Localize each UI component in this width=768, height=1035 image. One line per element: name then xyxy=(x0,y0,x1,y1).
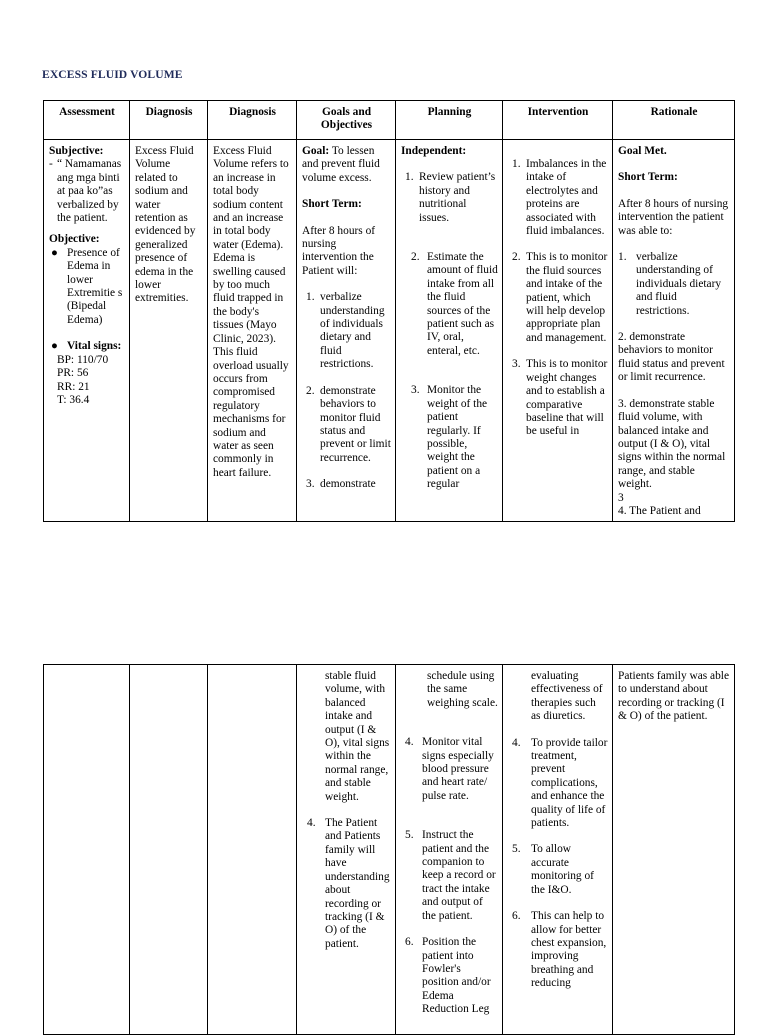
cell-rationale xyxy=(613,140,735,522)
subjective-text: “ Namamanas ang mga binti at paa ko”as verbalized by the patient. xyxy=(57,158,122,225)
cell-planning xyxy=(396,140,503,522)
intervention-list xyxy=(508,158,608,439)
goals-continued-text: stable fluid volume, with balanced intake and output (I & O), vital signs within the normal range, and stable weight. xyxy=(325,670,390,803)
cell-diagnosis-2-cont xyxy=(208,665,297,1035)
list-item: 3. Monitor the weight of the patient regularly. If possible, weight the patient on a regular xyxy=(411,384,488,491)
cell-goals-cont xyxy=(297,665,396,1035)
list-item: 3. This is to monitor weight changes and to establish a comparative baseline that will be useful in xyxy=(512,358,608,438)
objective-text: Presence of Edema in lower Extremitie s (Bipedal Edema) xyxy=(67,246,123,326)
short-term-text: After 8 hours of nursing intervention the Patient will: xyxy=(302,224,376,277)
vital-signs-label: Vital signs: xyxy=(67,340,122,353)
cell-diagnosis-2 xyxy=(208,140,297,522)
bullet-icon: ● xyxy=(51,340,58,353)
list-item: 2. Estimate the amount of fluid intake from all the fluid sources of the patient such as IV, oral, enteral, etc. xyxy=(411,251,498,357)
care-plan-table-page-1 xyxy=(43,100,735,522)
vital-temp: T: 36.4 xyxy=(57,393,90,406)
cell-diagnosis-1 xyxy=(130,140,208,522)
page-number-text: 3 xyxy=(618,491,624,504)
goal-objectives-list-cont xyxy=(302,817,391,951)
rationale-item-3: 3. demonstrate stable fluid volume, with balanced intake and output (I & O), vital signs within the normal range, and stable weight. xyxy=(618,397,726,491)
objective-bullet xyxy=(49,247,125,327)
subjective-label: Subjective: xyxy=(49,145,104,157)
list-item: 3. demonstrate xyxy=(306,478,376,491)
header-diagnosis-1: Diagnosis xyxy=(130,101,208,140)
planning-list xyxy=(401,171,498,491)
rationale-item-2: 2. demonstrate behaviors to monitor fluid status and prevent or limit recurrence. xyxy=(618,331,725,384)
vital-bp: BP: 110/70 xyxy=(57,353,109,366)
list-item: 1. Imbalances in the intake of electrolytes and proteins are associated with fluid imbalances. xyxy=(512,158,607,238)
list-item: 1. verbalize understanding of individuals dietary and fluid restrictions. xyxy=(306,291,385,371)
header-goals-objectives: Goals and Objectives xyxy=(297,101,396,140)
objective-label: Objective: xyxy=(49,233,100,246)
goal-objectives-list xyxy=(302,291,391,491)
dash-marker: - xyxy=(49,158,53,171)
cell-intervention xyxy=(503,140,613,522)
short-term-label: Short Term: xyxy=(618,171,678,184)
cell-assessment-cont xyxy=(44,665,130,1035)
list-item: 4. To provide tailor treatment, prevent complications, and enhance the quality of life of patients. xyxy=(512,736,608,830)
list-item: 1. Review patient’s history and nutritional issues. xyxy=(405,171,496,224)
cell-intervention-cont xyxy=(503,665,613,1035)
list-item: 4. The Patient and Patients family will have understanding about recording or tracking (I & O) of the patient. xyxy=(307,817,390,950)
goal-label: Goal: xyxy=(302,145,330,157)
table-header-row xyxy=(44,101,735,140)
short-term-label: Short Term: xyxy=(302,198,362,211)
list-item: 5. To allow accurate monitoring of the I&O. xyxy=(512,843,594,896)
cell-planning-cont xyxy=(396,665,503,1035)
rationale-continued-text: Patients family was able to understand about recording or tracking (I & O) of the patient. xyxy=(618,670,730,723)
list-item: 2. This is to monitor the fluid sources and intake of the patient, which will help develop appropriate plan and management. xyxy=(512,251,608,344)
list-item: 6. This can help to allow for better chest expansion, improving breathing and reducing xyxy=(512,910,607,990)
bullet-icon: ● xyxy=(51,246,58,259)
goal-statement xyxy=(302,145,391,185)
rationale-item-4: 4. The Patient and xyxy=(618,504,701,517)
list-item: 1. verbalize understanding of individuals dietary and fluid restrictions. xyxy=(618,251,722,317)
header-rationale: Rationale xyxy=(613,101,735,140)
subjective-statement xyxy=(49,158,125,225)
goal-text: To lessen and prevent fluid volume excess. xyxy=(302,145,380,184)
care-plan-table-page-2 xyxy=(43,664,735,1035)
vital-signs-list xyxy=(49,354,125,408)
header-diagnosis-2: Diagnosis xyxy=(208,101,297,140)
diagnosis-definition: Excess Fluid Volume refers to an increase in total body sodium content and an increase in total body water (Edema). Edema is swelling caused by too much fluid trapped in the body's tissues (Mayo Clinic, 2023). This fluid overload usually occurs from compromised regulatory mechanisms for sodium and water as seen commonly in heart failure. xyxy=(213,145,289,479)
document-title: EXCESS FLUID VOLUME xyxy=(42,68,183,81)
header-assessment: Assessment xyxy=(44,101,130,140)
short-term-text: After 8 hours of nursing intervention the patient was able to: xyxy=(618,197,729,237)
list-item: 6. Position the patient into Fowler's position and/or Edema Reduction Leg xyxy=(405,936,491,1016)
goal-met-label: Goal Met. xyxy=(618,145,667,157)
vital-rr: RR: 21 xyxy=(57,380,90,393)
vital-pr: PR: 56 xyxy=(57,367,89,380)
cell-diagnosis-1-cont xyxy=(130,665,208,1035)
header-intervention: Intervention xyxy=(503,101,613,140)
independent-label: Independent: xyxy=(401,145,467,157)
list-item: 5. Instruct the patient and the companion to keep a record or tract the intake and output of the patient. xyxy=(405,829,496,922)
diagnosis-statement: Excess Fluid Volume related to sodium and water retention as evidenced by generalized presence of edema in the lower extremities. xyxy=(135,145,196,305)
header-planning: Planning xyxy=(396,101,503,140)
planning-continued-text: schedule using the same weighing scale. xyxy=(427,670,498,709)
planning-list-cont xyxy=(401,736,498,1016)
cell-assessment xyxy=(44,140,130,522)
list-item: 2. demonstrate behaviors to monitor fluid status and prevent or limit recurrence. xyxy=(306,384,391,464)
cell-rationale-cont xyxy=(613,665,735,1035)
rationale-list xyxy=(618,251,730,318)
table-body-row xyxy=(44,140,735,522)
table-body-row xyxy=(44,665,735,1035)
intervention-continued-text: evaluating effectiveness of therapies such as diuretics. xyxy=(531,670,603,723)
list-item: 4. Monitor vital signs especially blood pressure and heart rate/ pulse rate. xyxy=(405,736,494,802)
cell-goals xyxy=(297,140,396,522)
vital-signs-bullet xyxy=(49,340,125,353)
intervention-list-cont xyxy=(508,737,608,991)
